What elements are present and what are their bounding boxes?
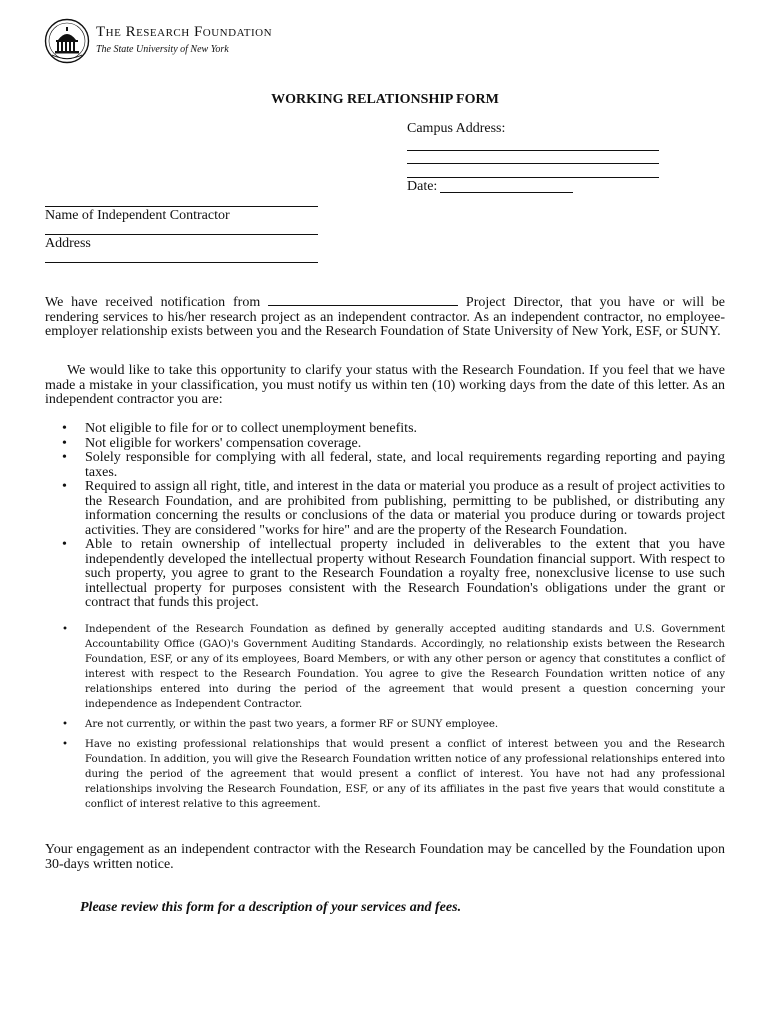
address-line-2[interactable] <box>45 262 318 263</box>
former-employee-bullet-list <box>85 717 725 732</box>
contractor-name-line[interactable] <box>45 206 318 207</box>
campus-address-line-3[interactable] <box>407 177 659 178</box>
list-item: • Solely responsible for complying with all federal, state, and local requirements regarding reporting and paying taxes. <box>85 451 725 480</box>
cancellation-paragraph: Your engagement as an independent contractor with the Research Foundation may be cancelled by the Foundation upon 30-days written notice. <box>45 842 725 872</box>
conflict-bullet-list <box>85 737 725 812</box>
notification-paragraph <box>45 293 725 340</box>
list-item: • Have no existing professional relationships that would present a conflict of interest between you and the Research Foundation. In addition, you will give the Research Foundation written notice of any professional relationships entered into during the period of the agreement that would present a conflict of interest. You have not had any professional relationships involving the Research Foundation, ESF, or any of its affiliates in the past five years that would constitute a conflict of interest relative to this agreement. <box>85 737 725 812</box>
address-label: Address <box>45 236 91 251</box>
address-line-1[interactable] <box>45 234 318 235</box>
independence-bullet-list <box>85 622 725 712</box>
clarification-paragraph: We would like to take this opportunity to clarify your status with the Research Foundation. If you feel that we have made a mistake in your classification, you must notify us within ten (10) working days from the date of this letter. As an independent contractor you are: <box>45 363 725 407</box>
foundation-seal-logo <box>44 18 90 64</box>
date-field[interactable] <box>440 192 573 193</box>
campus-address-line-1[interactable] <box>407 150 659 151</box>
list-item: • Are not currently, or within the past two years, a former RF or SUNY employee. <box>85 717 725 732</box>
campus-address-line-2[interactable] <box>407 163 659 164</box>
date-label: Date: <box>407 179 438 194</box>
list-item: • Not eligible for workers' compensation coverage. <box>85 437 725 452</box>
org-subtitle: The State University of New York <box>96 44 229 55</box>
org-name: The Research Foundation <box>96 24 273 40</box>
list-item: • Not eligible to file for or to collect unemployment benefits. <box>85 422 725 437</box>
para1-lead: We have received notification from <box>45 295 261 310</box>
review-note: Please review this form for a description of your services and fees. <box>80 900 462 915</box>
form-title: WORKING RELATIONSHIP FORM <box>271 92 499 107</box>
para1-rest: Project Director, that you have or will be rendering services to his/her research project as an independent contractor. As an independent contractor, no employee-employer relationship exists between you and the Research Foundation of State University of New York, ESF, or SUNY. <box>45 295 726 339</box>
list-item: • Required to assign all right, title, and interest in the data or material you produce as a result of project activities to the Research Foundation, and are prohibited from publishing, permitting to be published, or distributing any information concerning the results or conclusions of the data or material you produce during or towards project activities. They are considered "works for hire" and are the property of the Research Foundation. <box>85 480 725 538</box>
project-director-field[interactable] <box>268 293 458 306</box>
list-item: • Independent of the Research Foundation as defined by generally accepted auditing standards and U.S. Government Accountability Office (GAO)'s Government Auditing Standards. Accordingly, no relationship exists between the Research Foundation, ESF, or any of its employees, Board Members, or with any other person or agency that constitutes a conflict of interest with respect to the Research Foundation. You agree to give the Research Foundation written notice of any relationships entered into during the period of the agreement that would present a question concerning your independence as Independent Contractor. <box>85 622 725 712</box>
contractor-name-label: Name of Independent Contractor <box>45 208 230 223</box>
status-bullet-list <box>85 422 725 611</box>
list-item: • Able to retain ownership of intellectual property included in deliverables to the extent that you have independently developed the intellectual property without Research Foundation financial support. With respect to such property, you agree to grant to the Research Foundation a royalty free, nonexclusive license to use such intellectual property for purposes consistent with the Research Foundation's obligations under the grant or contract that funds this project. <box>85 538 725 611</box>
campus-address-label: Campus Address: <box>407 121 506 136</box>
